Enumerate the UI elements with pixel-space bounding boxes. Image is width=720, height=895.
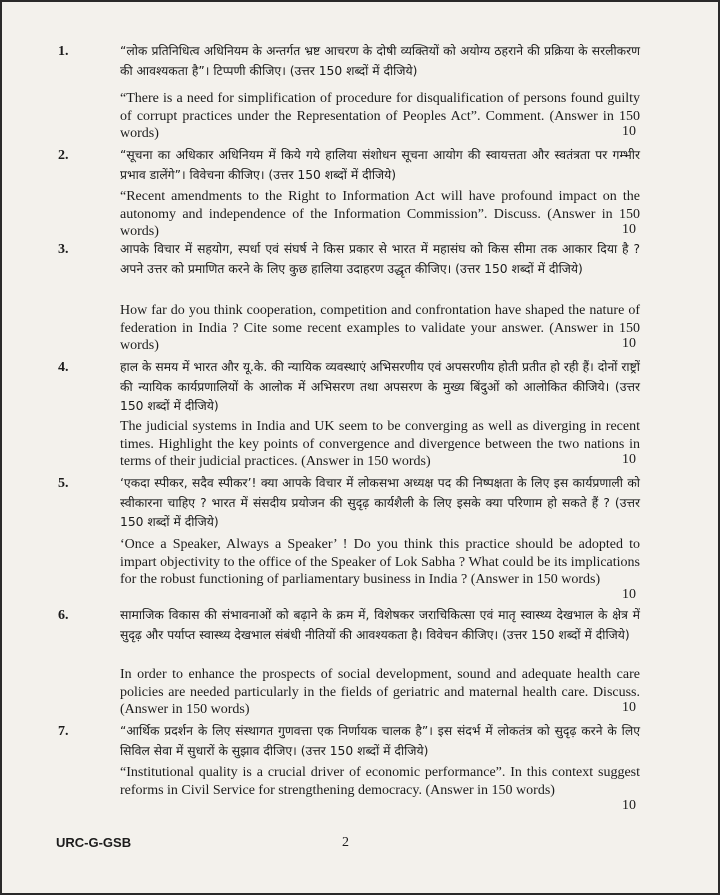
question-marks: 10 <box>622 798 636 813</box>
page-number: 2 <box>342 835 349 850</box>
question-number: 4. <box>58 360 69 375</box>
question-number: 2. <box>58 148 69 163</box>
question-hindi-text: सामाजिक विकास की संभावनाओं को बढ़ाने के क्रम में, विशेषकर जराचिकित्सा एवं मातृ स्वास्थ्य देखभाल के क्षेत्र में सुदृढ़ और पर्याप्त स्वास्थ्य देखभाल संबंधी नीतियों की आवश्यकता है। विवेचन कीजिए। (उत्तर 150 शब्दों में दीजिये) <box>120 608 640 642</box>
question-hindi-text: “आर्थिक प्रदर्शन के लिए संस्थागत गुणवत्ता एक निर्णायक चालक है”। इस संदर्भ में लोकतंत्र को सुदृढ़ करने के लिए सिविल सेवा में सुधारों के सुझाव दीजिए। (उत्तर 150 शब्दों में दीजिये) <box>120 724 640 758</box>
question-english-text: ‘Once a Speaker, Always a Speaker’ ! Do you think this practice should be adopted to impart objectivity to the office of the Speaker of Lok Sabha ? What could be its implications for the robust functioning of parliamentary business in India ? (Answer in 150 words) <box>120 537 640 587</box>
question-english-text: The judicial systems in India and UK seem to be converging as well as diverging in recent times. Highlight the key points of convergence and divergence between the two nations in terms of their judicial practices. (Answer in 150 words) <box>120 419 640 469</box>
question-english-text: In order to enhance the prospects of social development, sound and adequate health care policies are needed particularly in the fields of geriatric and maternal health care. Discuss. (Answer in 150 words) <box>120 667 640 717</box>
question-marks: 10 <box>622 452 636 467</box>
paper-code: URC-G-GSB <box>56 835 132 850</box>
question-number: 3. <box>58 242 69 257</box>
question-number: 5. <box>58 476 69 491</box>
question-number: 1. <box>58 44 69 59</box>
question-hindi-text: “लोक प्रतिनिधित्व अधिनियम के अन्तर्गत भ्रष्ट आचरण के दोषी व्यक्तियों को अयोग्य ठहराने की प्रक्रिया के सरलीकरण की आवश्यकता है”। टिप्पणी कीजिए। (उत्तर 150 शब्दों में दीजिये) <box>120 44 640 78</box>
question-marks: 10 <box>622 587 636 602</box>
question-number: 6. <box>58 608 69 623</box>
question-marks: 10 <box>622 222 636 237</box>
question-hindi-text: “सूचना का अधिकार अधिनियम में किये गये हालिया संशोधन सूचना आयोग की स्वायत्तता और स्वतंत्रता पर गम्भीर प्रभाव डालेंगे”। विवेचना कीजिए। (उत्तर 150 शब्दों में दीजिये) <box>120 148 640 182</box>
question-number: 7. <box>58 724 69 739</box>
question-english-text: “Institutional quality is a crucial driver of economic performance”. In this context suggest reforms in Civil Service for strengthening democracy. (Answer in 150 words) <box>120 765 640 798</box>
question-marks: 10 <box>622 700 636 715</box>
question-hindi-text: ‘एकदा स्पीकर, सदैव स्पीकर’! क्या आपके विचार में लोकसभा अध्यक्ष पद की निष्पक्षता के लिए इस कार्यप्रणाली को स्वीकारना चाहिए ? भारत में संसदीय प्रयोजन की सुदृढ़ कार्यशैली के लिए इसके क्या परिणाम हो सकते हैं ? (उत्तर 150 शब्दों में दीजिये) <box>120 476 640 529</box>
question-marks: 10 <box>622 336 636 351</box>
question-hindi-text: आपके विचार में सहयोग, स्पर्धा एवं संघर्ष ने किस प्रकार से भारत में महासंघ को किस सीमा तक आकार दिया है ? अपने उत्तर को प्रमाणित करने के लिए कुछ हालिया उदाहरण उद्धृत कीजिए। (उत्तर 150 शब्दों में दीजिये) <box>120 242 640 276</box>
question-marks: 10 <box>622 124 636 139</box>
question-english-text: “There is a need for simplification of procedure for disqualification of persons found guilty of corrupt practices under the Representation of Peoples Act”. Comment. (Answer in 150 words) <box>120 91 640 141</box>
question-english-text: “Recent amendments to the Right to Information Act will have profound impact on the autonomy and independence of the Information Commission”. Discuss. (Answer in 150 words) <box>120 189 640 239</box>
question-hindi-text: हाल के समय में भारत और यू.के. की न्यायिक व्यवस्थाएं अभिसरणीय एवं अपसरणीय होती प्रतीत हो रही हैं। दोनों राष्ट्रों की न्यायिक कार्यप्रणालियों के आलोक में अभिसरण तथा अपसरण के मुख्य बिंदुओं को आलोकित कीजिये। (उत्तर 150 शब्दों में दीजिये) <box>120 360 640 413</box>
question-english-text: How far do you think cooperation, competition and confrontation have shaped the nature of federation in India ? Cite some recent examples to validate your answer. (Answer in 150 words) <box>120 303 640 353</box>
